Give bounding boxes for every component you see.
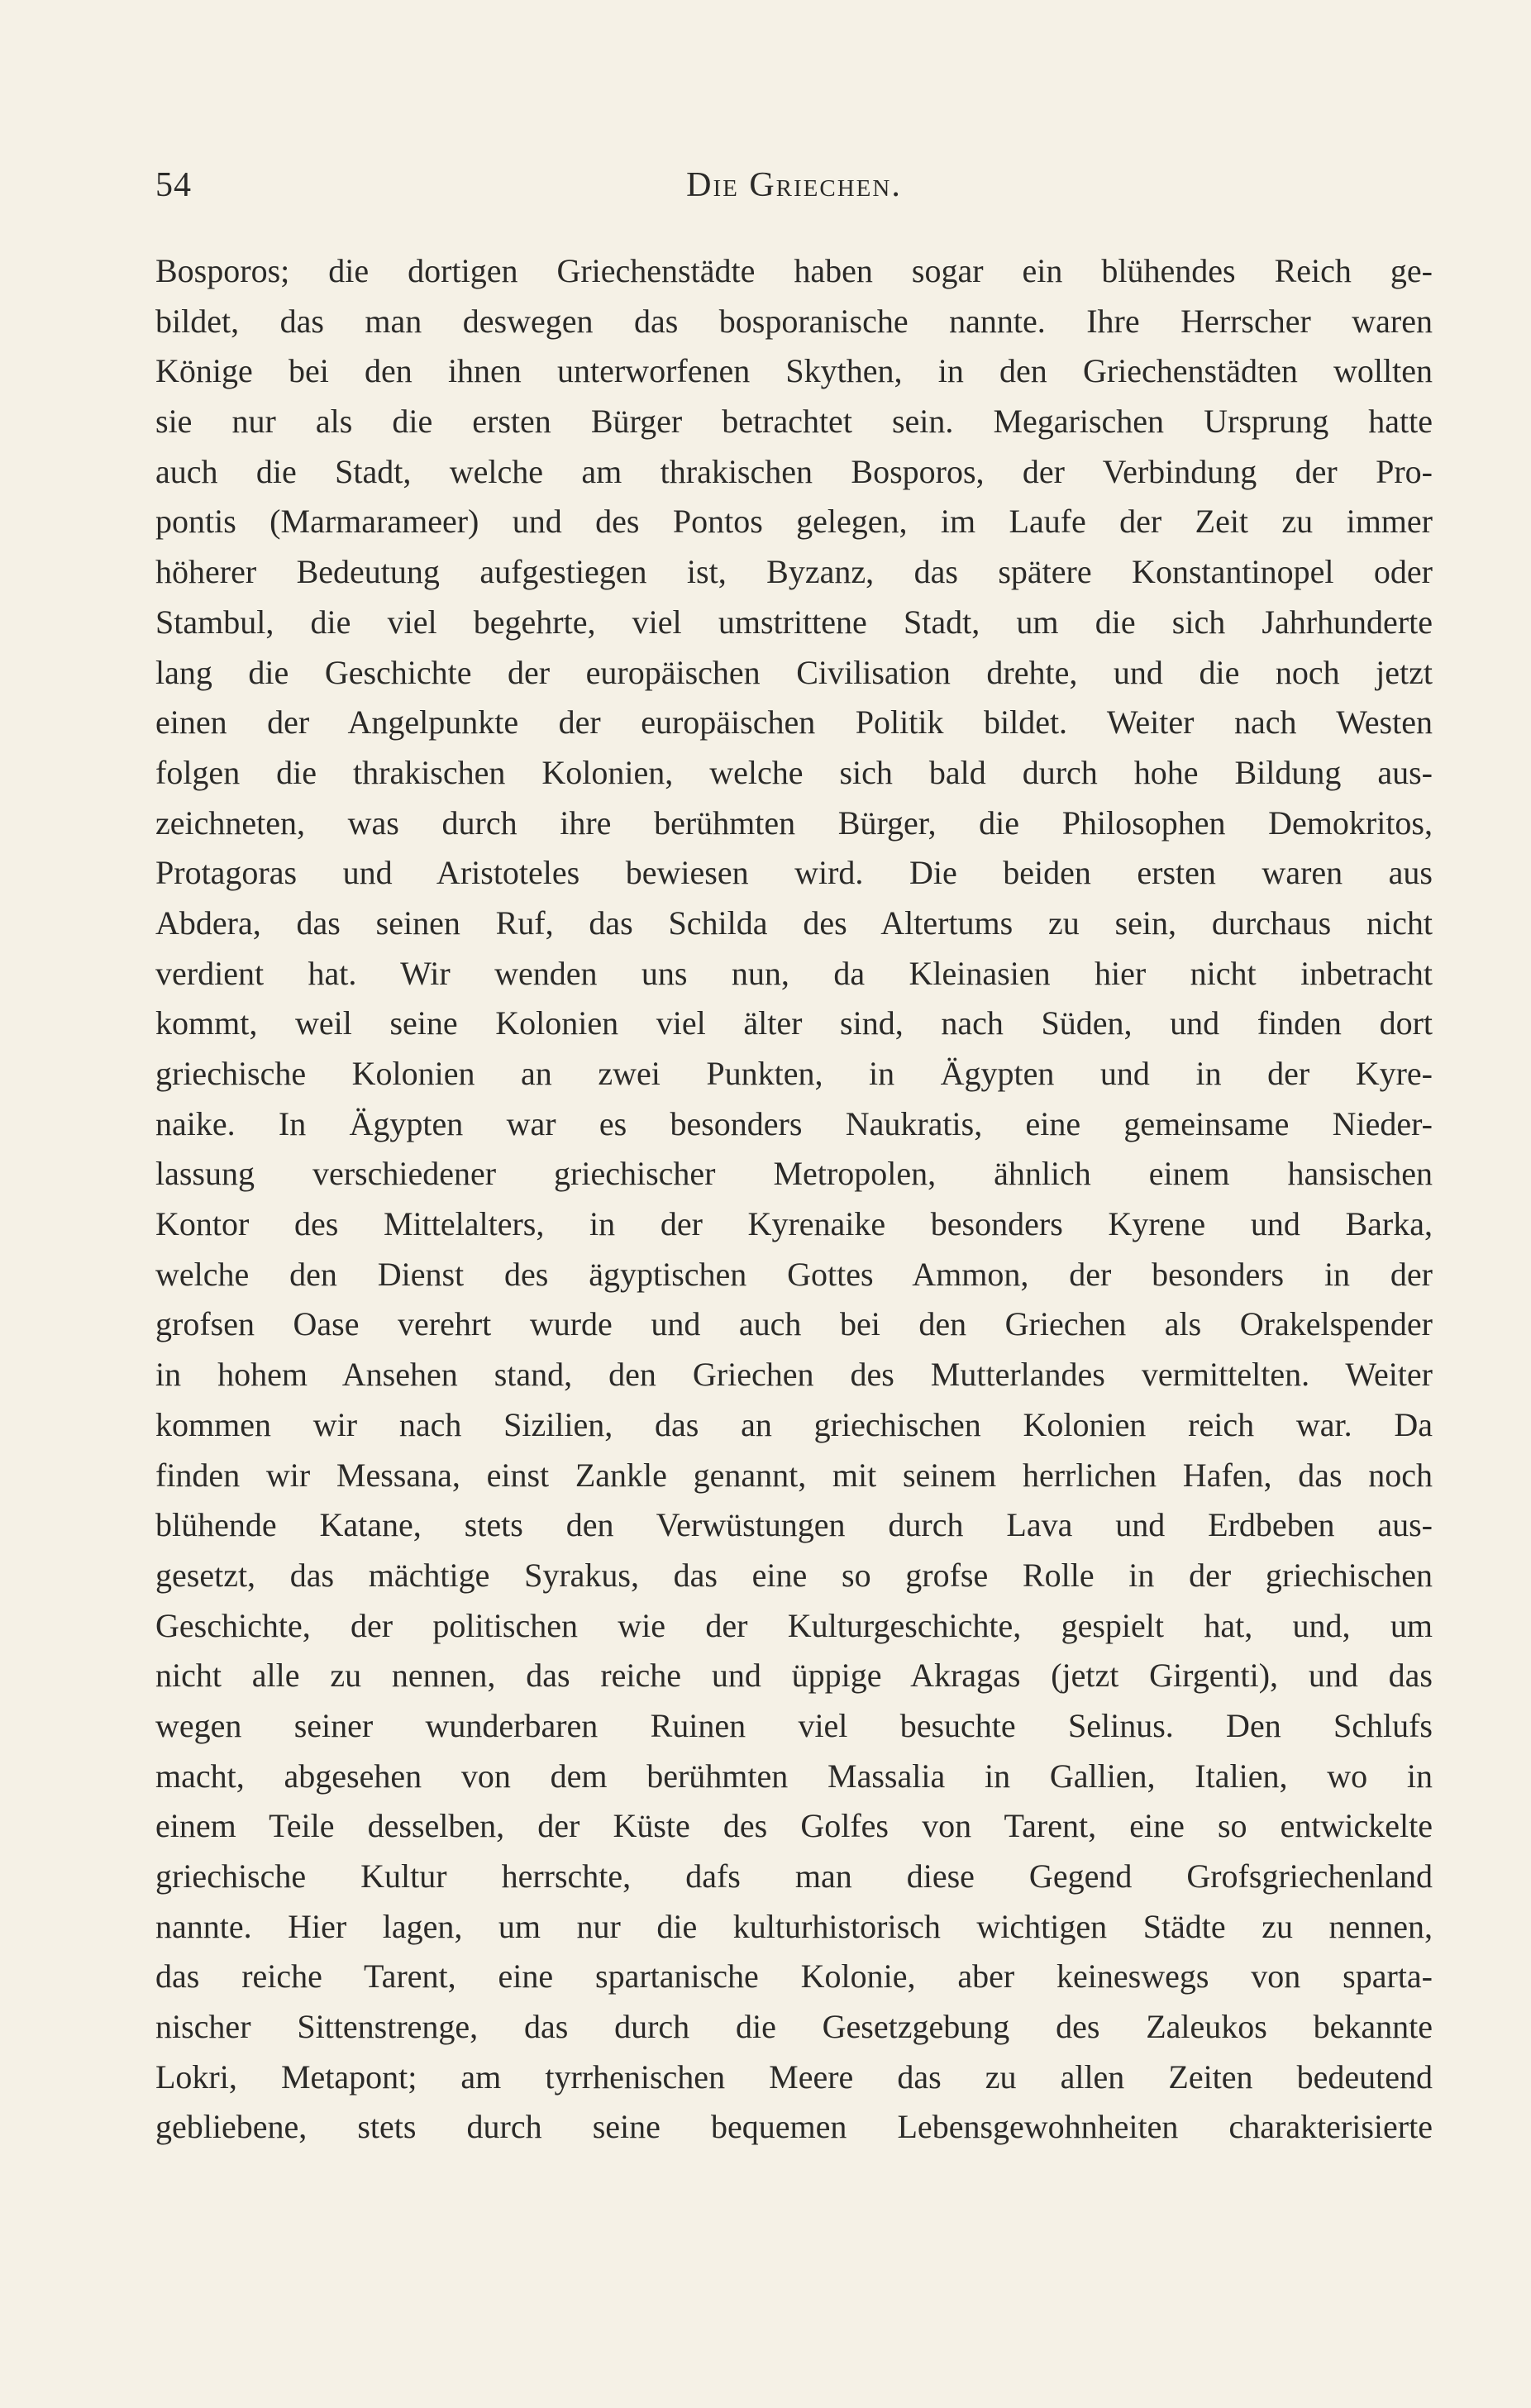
text-line: Abdera, das seinen Ruf, das Schilda des Altertums zu sein, durchaus nicht (155, 904, 1433, 942)
text-line: verdient hat. Wir wenden uns nun, da Kleinasien hier nicht inbetracht (155, 954, 1433, 992)
text-line: griechische Kolonien an zwei Punkten, in Ägypten und in der Kyre- (155, 1055, 1433, 1092)
text-line: auch die Stadt, welche am thrakischen Bosporos, der Verbindung der Pro- (155, 452, 1433, 490)
text-line: kommt, weil seine Kolonien viel älter sind, nach Süden, und finden dort (155, 1004, 1433, 1042)
text-line: sie nur als die ersten Bürger betrachtet sein. Megarischen Ursprung hatte (155, 403, 1433, 441)
text-line: gesetzt, das mächtige Syrakus, das eine so grofse Rolle in der griechischen (155, 1556, 1433, 1594)
text-line: Lokri, Metapont; am tyrrhenischen Meere das zu allen Zeiten bedeutend (155, 2058, 1433, 2096)
text-line: lassung verschiedener griechischer Metropolen, ähnlich einem hansischen (155, 1155, 1433, 1193)
text-line: griechische Kultur herrschte, dafs man diese Gegend Grofsgriechenland (155, 1857, 1433, 1895)
text-line: welche den Dienst des ägyptischen Gottes Ammon, der besonders in der (155, 1255, 1433, 1293)
page-number: 54 (155, 166, 192, 204)
text-line: einen der Angelpunkte der europäischen Politik bildet. Weiter nach Westen (155, 703, 1433, 741)
text-line: nischer Sittenstrenge, das durch die Gesetzgebung des Zaleukos bekannte (155, 2008, 1433, 2046)
text-line: Könige bei den ihnen unterworfenen Skythen, in den Griechenstädten wollten (155, 352, 1433, 390)
text-line: Stambul, die viel begehrte, viel umstrittene Stadt, um die sich Jahrhunderte (155, 603, 1433, 641)
text-line: pontis (Marmarameer) und des Pontos gelegen, im Laufe der Zeit zu immer (155, 503, 1433, 541)
body-text (155, 246, 1433, 2153)
text-line: grofsen Oase verehrt wurde und auch bei den Griechen als Orakelspender (155, 1305, 1433, 1343)
text-line: Kontor des Mittelalters, in der Kyrenaike besonders Kyrene und Barka, (155, 1205, 1433, 1243)
text-line: naike. In Ägypten war es besonders Naukratis, eine gemeinsame Nieder- (155, 1104, 1433, 1142)
text-line: höherer Bedeutung aufgestiegen ist, Byzanz, das spätere Konstantinopel oder (155, 553, 1433, 591)
text-line: in hohem Ansehen stand, den Griechen des Mutterlandes vermittelten. Weiter (155, 1356, 1433, 1394)
text-line: Geschichte, der politischen wie der Kulturgeschichte, gespielt hat, und, um (155, 1606, 1433, 1644)
text-line: Bosporos; die dortigen Griechenstädte haben sogar ein blühendes Reich ge- (155, 252, 1433, 289)
text-line: lang die Geschichte der europäischen Civilisation drehte, und die noch jetzt (155, 653, 1433, 691)
text-line: blühende Katane, stets den Verwüstungen durch Lava und Erdbeben aus- (155, 1506, 1433, 1544)
running-title: Die Griechen. (686, 166, 902, 204)
text-line: kommen wir nach Sizilien, das an griechischen Kolonien reich war. Da (155, 1405, 1433, 1443)
text-line: zeichneten, was durch ihre berühmten Bürger, die Philosophen Demokritos, (155, 803, 1433, 842)
text-line: gebliebene, stets durch seine bequemen Lebensgewohnheiten charakterisierte (155, 2108, 1433, 2146)
text-line: das reiche Tarent, eine spartanische Kolonie, aber keineswegs von sparta- (155, 1957, 1433, 1996)
text-line: folgen die thrakischen Kolonien, welche sich bald durch hohe Bildung aus- (155, 753, 1433, 791)
text-line: nannte. Hier lagen, um nur die kulturhistorisch wichtigen Städte zu nennen, (155, 1907, 1433, 1945)
text-line: Protagoras und Aristoteles bewiesen wird. Die beiden ersten waren aus (155, 854, 1433, 892)
text-line: finden wir Messana, einst Zankle genannt, mit seinem herrlichen Hafen, das noch (155, 1456, 1433, 1494)
page-header (155, 165, 1433, 215)
text-line: macht, abgesehen von dem berühmten Massalia in Gallien, Italien, wo in (155, 1757, 1433, 1795)
text-line: bildet, das man deswegen das bosporanische nannte. Ihre Herrscher waren (155, 302, 1433, 340)
text-line: nicht alle zu nennen, das reiche und üppige Akragas (jetzt Girgenti), und das (155, 1657, 1433, 1695)
text-line: wegen seiner wunderbaren Ruinen viel besuchte Selinus. Den Schlufs (155, 1706, 1433, 1744)
text-line: einem Teile desselben, der Küste des Golfes von Tarent, eine so entwickelte (155, 1807, 1433, 1845)
